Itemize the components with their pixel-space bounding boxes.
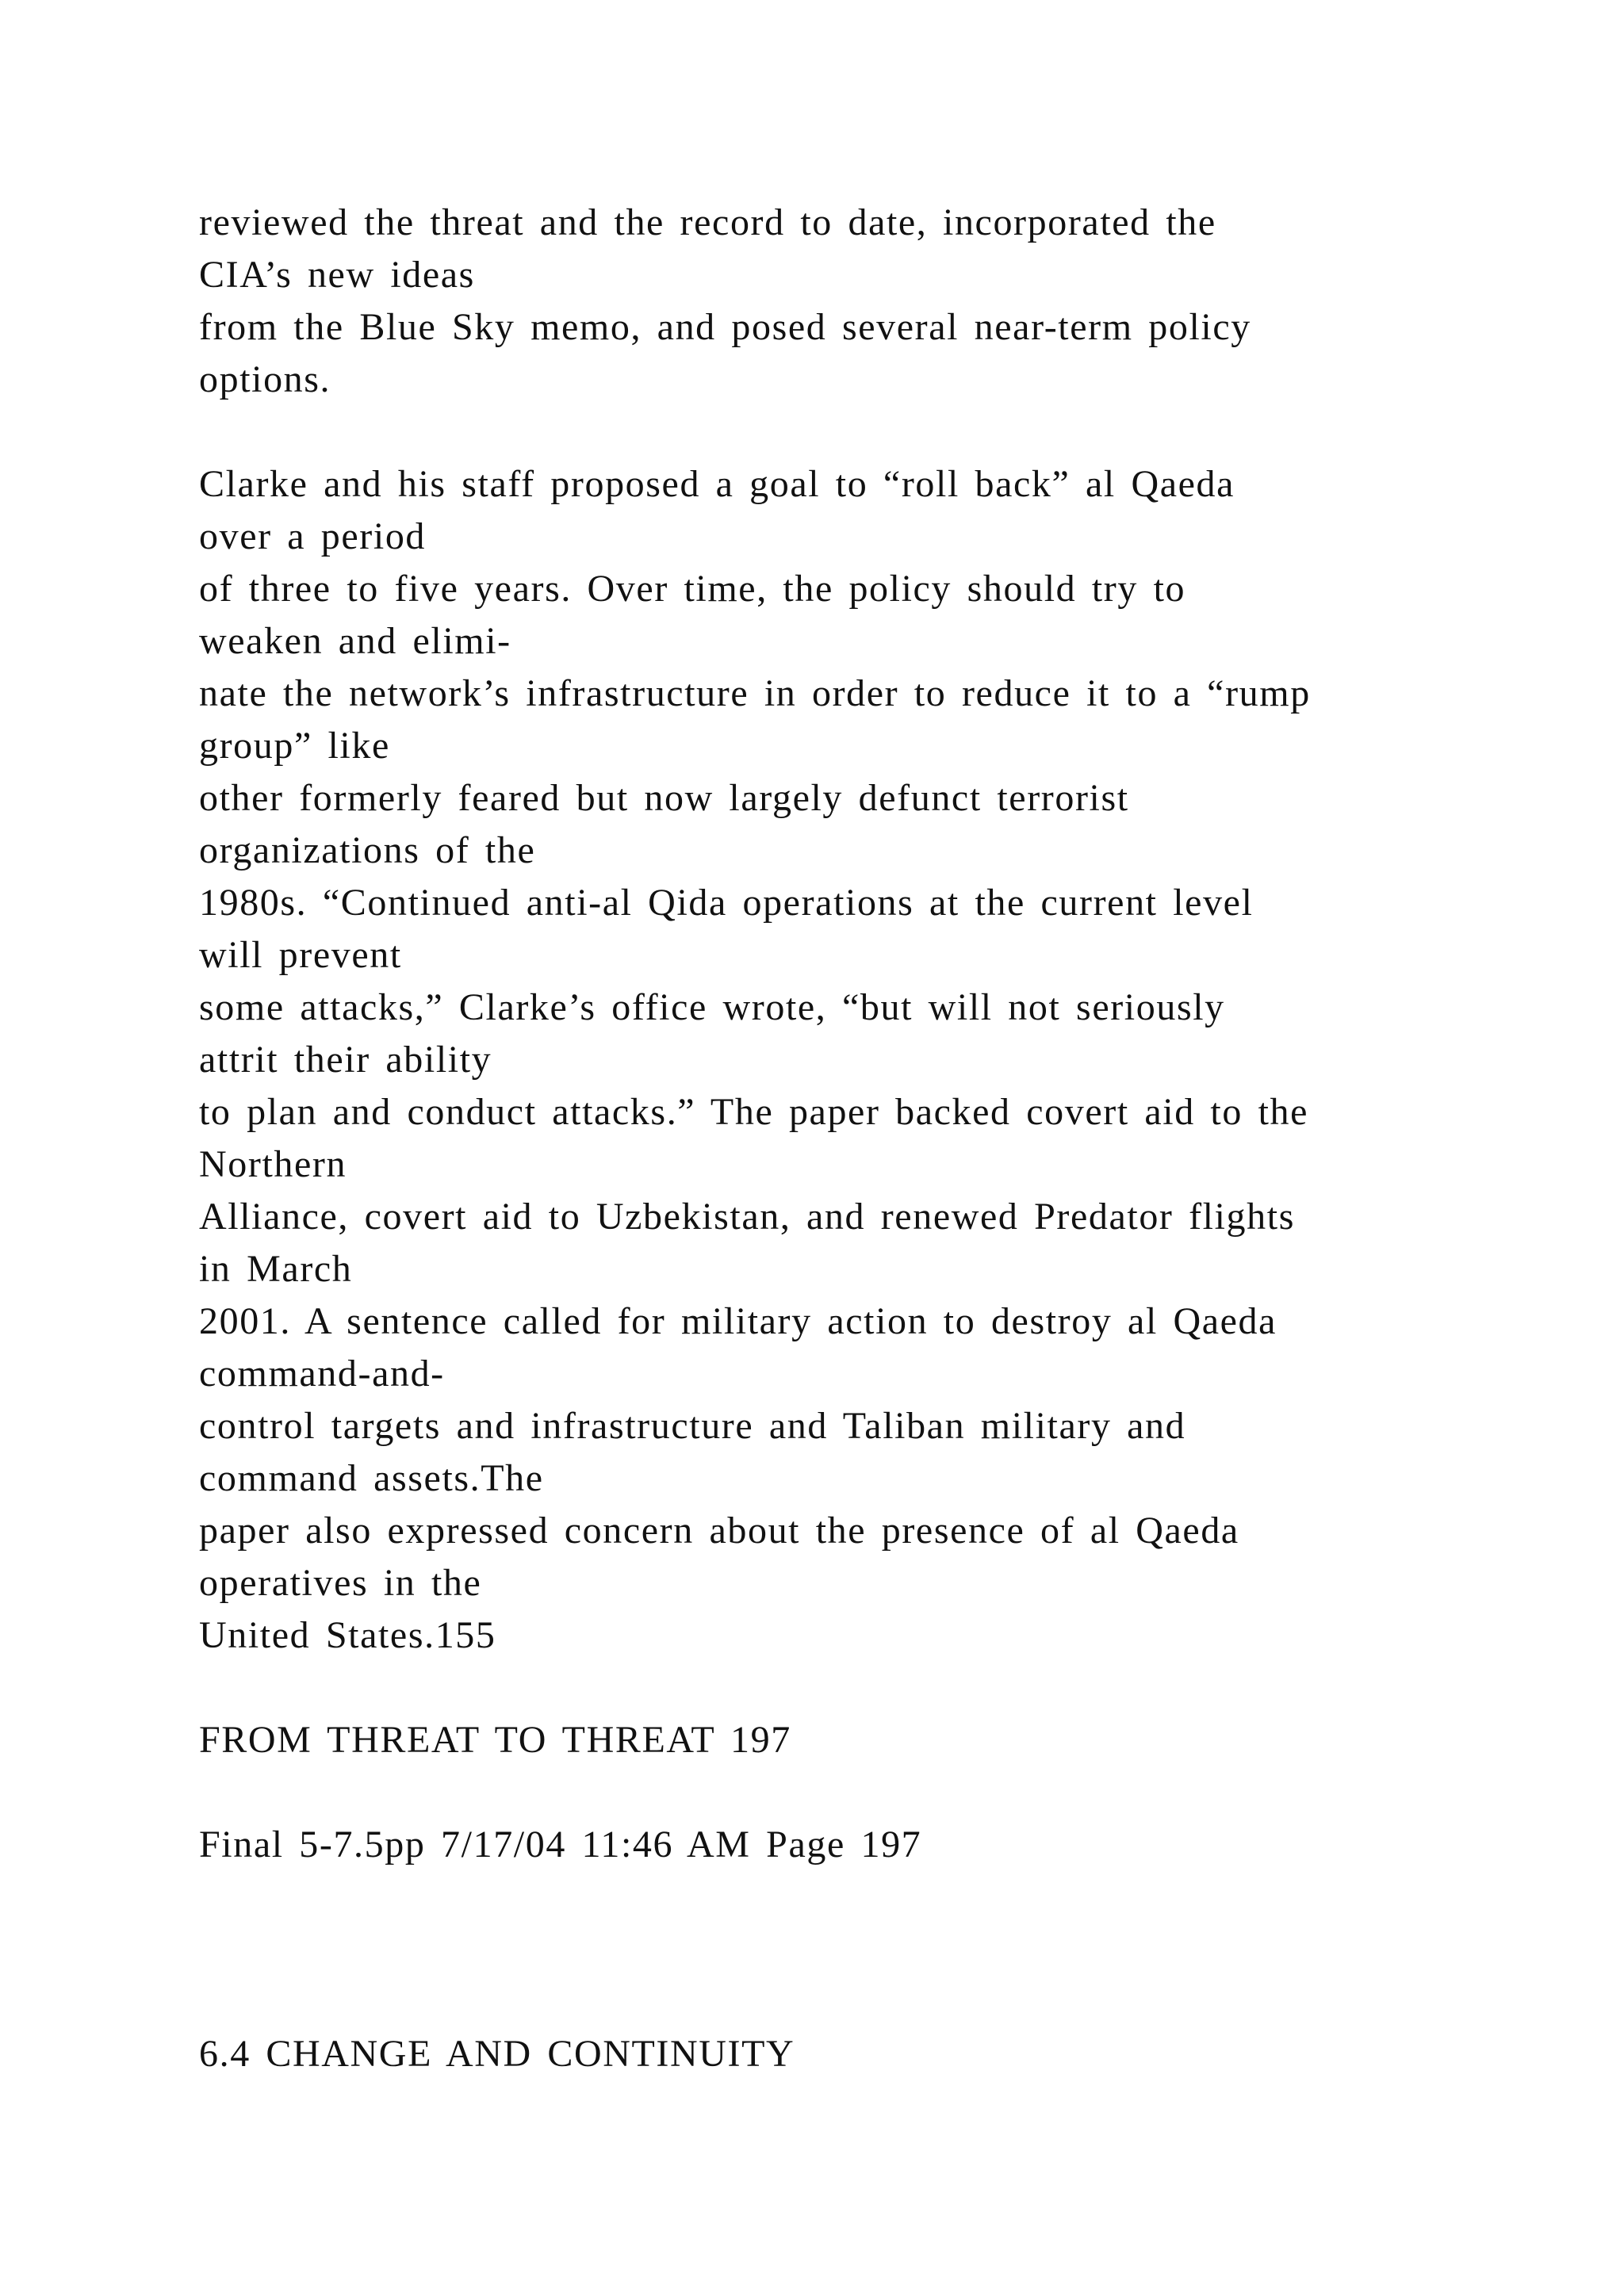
text-line: reviewed the threat and the record to date, incorporated the — [199, 201, 1216, 243]
text-line: Alliance, covert aid to Uzbekistan, and renewed Predator flights — [199, 1196, 1295, 1238]
text-line: Northern — [199, 1143, 347, 1185]
text-line: Clarke and his staff proposed a goal to “roll back” al Qaeda — [199, 463, 1235, 505]
text-line: will prevent — [199, 934, 402, 976]
text-line: other formerly feared but now largely defunct terrorist — [199, 777, 1129, 819]
text-line: over a period — [199, 515, 427, 557]
text-line: from the Blue Sky memo, and posed several near-term policy — [199, 306, 1251, 348]
section-heading: 6.4 CHANGE AND CONTINUITY — [199, 2033, 795, 2075]
text-line: 2001. A sentence called for military action to destroy al Qaeda — [199, 1300, 1277, 1342]
text-line: in March — [199, 1248, 353, 1290]
running-header: FROM THREAT TO THREAT 197 — [199, 1719, 791, 1761]
text-line: command assets.The — [199, 1457, 544, 1499]
text-line: to plan and conduct attacks.” The paper backed covert aid to the — [199, 1091, 1309, 1133]
text-line: weaken and elimi- — [199, 620, 511, 662]
text-line: attrit their ability — [199, 1039, 492, 1081]
text-line: nate the network’s infrastructure in order to reduce it to a “rump — [199, 672, 1311, 714]
text-line: some attacks,” Clarke’s office wrote, “but will not seriously — [199, 986, 1225, 1028]
text-line: group” like — [199, 725, 390, 767]
text-line: command-and- — [199, 1353, 445, 1395]
text-line: CIA’s new ideas — [199, 254, 475, 296]
text-line: options. — [199, 358, 331, 400]
text-line: paper also expressed concern about the presence of al Qaeda — [199, 1510, 1239, 1552]
text-line: United States.155 — [199, 1614, 496, 1656]
text-line: of three to five years. Over time, the policy should try to — [199, 568, 1186, 610]
print-slug: Final 5-7.5pp 7/17/04 11:46 AM Page 197 — [199, 1823, 922, 1866]
text-line: 1980s. “Continued anti-al Qida operations at the current level — [199, 882, 1254, 924]
text-line: operatives in the — [199, 1562, 482, 1604]
text-line: control targets and infrastructure and Taliban military and — [199, 1405, 1186, 1447]
text-line: organizations of the — [199, 829, 536, 871]
